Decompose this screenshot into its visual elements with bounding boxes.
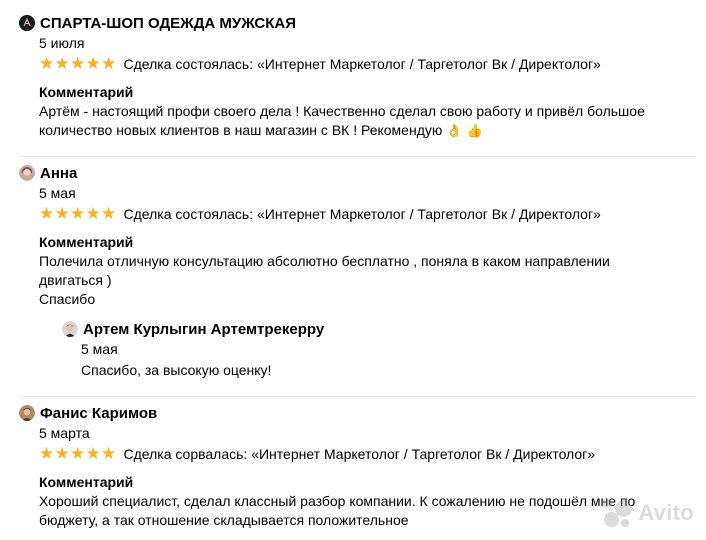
review-date: 5 мая [39, 185, 76, 201]
rating-stars [39, 203, 117, 224]
star-icon: ★ [54, 53, 70, 74]
divider [19, 396, 696, 397]
deal-status: Сделка сорвалась: «Интернет Маркетолог / Таргетолог Вк / Директолог» [123, 446, 596, 462]
comment-text: Артём - настоящий профи своего дела ! Качественно сделал свою работу и привёл большое количество новых клиентов в наш магазин с ВК ! Рекомендую 👌 👍 [39, 103, 645, 139]
rating-stars [39, 443, 117, 464]
star-icon: ★ [39, 203, 55, 224]
reply-date: 5 мая [81, 341, 118, 357]
star-icon: ★ [39, 443, 55, 464]
user-photo-avatar[interactable] [62, 321, 78, 337]
comment-label: Комментарий [39, 474, 134, 490]
seller-reply [62, 319, 691, 380]
review-date: 5 марта [39, 425, 90, 441]
star-icon: ★ [54, 203, 70, 224]
star-icon: ★ [101, 203, 117, 224]
divider [19, 156, 696, 157]
star-icon: ★ [101, 53, 117, 74]
star-icon: ★ [70, 443, 86, 464]
deal-status: Сделка состоялась: «Интернет Маркетолог / Таргетолог Вк / Директолог» [123, 206, 601, 222]
star-icon: ★ [101, 443, 117, 464]
star-icon: ★ [70, 53, 86, 74]
reply-author-name[interactable]: Артем Курлыгин Артемтрекерру [83, 320, 325, 338]
user-photo-avatar[interactable] [19, 165, 35, 181]
star-icon: ★ [39, 53, 55, 74]
rating-stars [39, 53, 117, 74]
brand-logo-avatar[interactable] [19, 15, 35, 31]
avito-logo-icon [600, 496, 634, 530]
comment-text: Хороший специалист, сделал классный разбор компании. К сожалению не подошёл мне по бюджету, а так отношение складывается положительное [39, 493, 636, 528]
review-author-name[interactable]: Фанис Каримов [40, 404, 158, 422]
star-icon: ★ [54, 443, 70, 464]
star-icon: ★ [85, 443, 101, 464]
review-author-name[interactable]: СПАРТА-ШОП ОДЕЖДА МУЖСКАЯ [40, 14, 297, 32]
comment-label: Комментарий [39, 84, 134, 100]
deal-status: Сделка состоялась: «Интернет Маркетолог / Таргетолог Вк / Директолог» [123, 56, 601, 72]
review-date: 5 июля [39, 35, 85, 51]
star-icon: ★ [85, 53, 101, 74]
review-card [19, 13, 696, 141]
review-card [19, 163, 696, 309]
comment-text: Полечила отличную консультацию абсолютно бесплатно , поняла в каком направлении двигаться ) [39, 253, 610, 288]
emoji-icons: 👌 👍 [446, 124, 483, 139]
reply-text: Спасибо, за высокую оценку! [81, 362, 272, 378]
user-photo-avatar[interactable] [19, 405, 35, 421]
star-icon: ★ [85, 203, 101, 224]
comment-text-line: Спасибо [39, 291, 96, 307]
star-icon: ★ [70, 203, 86, 224]
review-author-name[interactable]: Анна [40, 164, 78, 182]
avito-watermark [600, 496, 694, 530]
watermark-text: Avito [638, 500, 694, 525]
comment-label: Комментарий [39, 234, 134, 250]
review-card [19, 403, 696, 530]
